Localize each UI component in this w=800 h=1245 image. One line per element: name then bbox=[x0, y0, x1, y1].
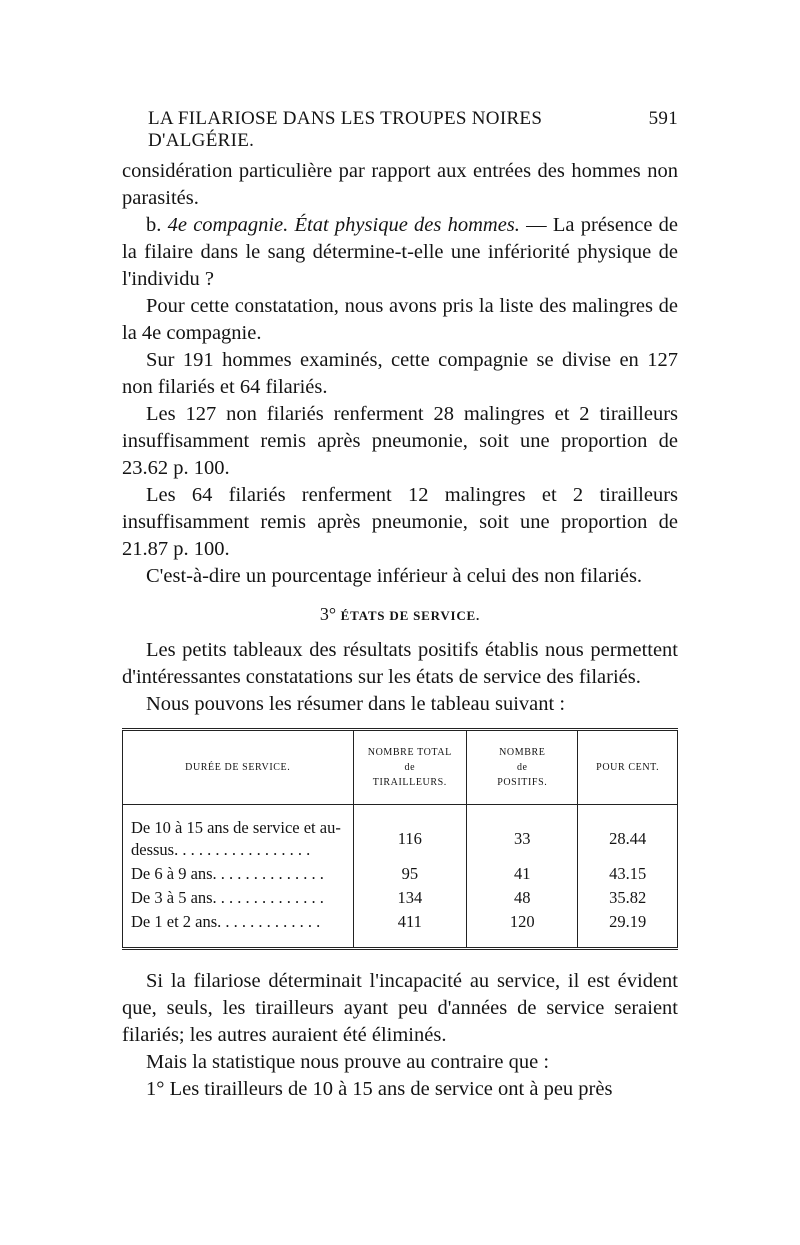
row-duration: De 3 à 5 ans. . . . . . . . . . . . . . bbox=[123, 886, 354, 910]
header-total-line3: TIRAILLEURS. bbox=[372, 777, 447, 788]
row-total: 411 bbox=[353, 910, 467, 949]
header-positive-line2: de bbox=[516, 762, 528, 773]
page-number: 591 bbox=[648, 108, 678, 129]
paragraph-10: Si la filariose déterminait l'incapacité au service, il est évident que, seuls, les tirailleurs ayant peu d'années de service seraient filariés; les autres auraient été éliminés. bbox=[122, 970, 678, 1046]
header-total-line1: NOMBRE TOTAL bbox=[367, 747, 452, 758]
row-percent: 28.44 bbox=[609, 829, 647, 848]
running-head bbox=[148, 108, 678, 152]
running-title: LA FILARIOSE DANS LES TROUPES NOIRES D'ALGÉRIE. bbox=[148, 108, 543, 151]
section-number: 3° bbox=[319, 604, 337, 624]
header-positive-line1: NOMBRE bbox=[499, 747, 546, 758]
table-row bbox=[123, 910, 678, 949]
row-percent: 29.19 bbox=[609, 912, 647, 931]
row-duration: De 10 à 15 ans de service et au-dessus. . . . . . . . . . . . . . . . . bbox=[123, 805, 354, 863]
row-positive: 41 bbox=[467, 862, 578, 886]
row-percent: 43.15 bbox=[609, 864, 647, 883]
paragraph-2 bbox=[122, 212, 678, 293]
paragraph-7: C'est-à-dire un pourcentage inférieur à celui des non filariés. bbox=[146, 565, 643, 587]
table-row bbox=[123, 886, 678, 910]
header-total-line2: de bbox=[404, 762, 416, 773]
row-duration: De 1 et 2 ans. . . . . . . . . . . . . bbox=[123, 910, 354, 949]
paragraph-3: Pour cette constatation, nous avons pris la liste des malingres de la 4e compagnie. bbox=[122, 295, 678, 344]
table-row bbox=[123, 862, 678, 886]
table-row bbox=[123, 805, 678, 863]
paragraph-11: Mais la statistique nous prouve au contraire que : bbox=[146, 1051, 550, 1073]
header-duration: DURÉE DE SERVICE. bbox=[123, 730, 354, 805]
paragraph-6: Les 64 filariés renferment 12 malingres et 2 tirailleurs insuffisamment remis après pneumonie, soit une proportion de 21.87 p. 100. bbox=[122, 484, 678, 560]
paragraph-2-italic: 4e compagnie. État physique des hommes. bbox=[167, 214, 520, 236]
paragraph-8: Les petits tableaux des résultats positifs établis nous permettent d'intéressantes constatations sur les états de service des filariés. bbox=[122, 639, 678, 688]
section-title-text: ÉTATS DE SERVICE. bbox=[340, 608, 481, 623]
row-total: 116 bbox=[353, 805, 467, 863]
row-duration: De 6 à 9 ans. . . . . . . . . . . . . . bbox=[123, 862, 354, 886]
paragraph-9: Nous pouvons les résumer dans le tableau suivant : bbox=[146, 693, 566, 715]
row-percent: 35.82 bbox=[609, 888, 647, 907]
page bbox=[122, 108, 678, 1103]
header-total bbox=[353, 730, 467, 805]
row-total: 134 bbox=[353, 886, 467, 910]
section-title bbox=[122, 604, 678, 625]
header-positive bbox=[467, 730, 578, 805]
row-positive: 120 bbox=[467, 910, 578, 949]
paragraph-4: Sur 191 hommes examinés, cette compagnie se divise en 127 non filariés et 64 filariés. bbox=[122, 349, 678, 398]
service-table bbox=[122, 728, 678, 950]
paragraph-2-lead: b. bbox=[146, 214, 162, 236]
table-header-row bbox=[123, 730, 678, 805]
row-positive: 48 bbox=[467, 886, 578, 910]
paragraph-12: 1° Les tirailleurs de 10 à 15 ans de service ont à peu près bbox=[146, 1078, 613, 1100]
row-total: 95 bbox=[353, 862, 467, 886]
row-positive: 33 bbox=[467, 805, 578, 863]
paragraph-5: Les 127 non filariés renferment 28 malingres et 2 tirailleurs insuffisamment remis après pneumonie, soit une proportion de 23.62 p. 100. bbox=[122, 403, 678, 479]
header-positive-line3: POSITIFS. bbox=[497, 777, 548, 788]
paragraph-2-rest: — La présence de la filaire dans le sang détermine-t-elle une infériorité physique de l'individu ? bbox=[122, 214, 679, 290]
paragraph-1: considération particulière par rapport aux entrées des hommes non parasités. bbox=[122, 160, 678, 209]
header-percent: POUR CENT. bbox=[578, 730, 678, 805]
